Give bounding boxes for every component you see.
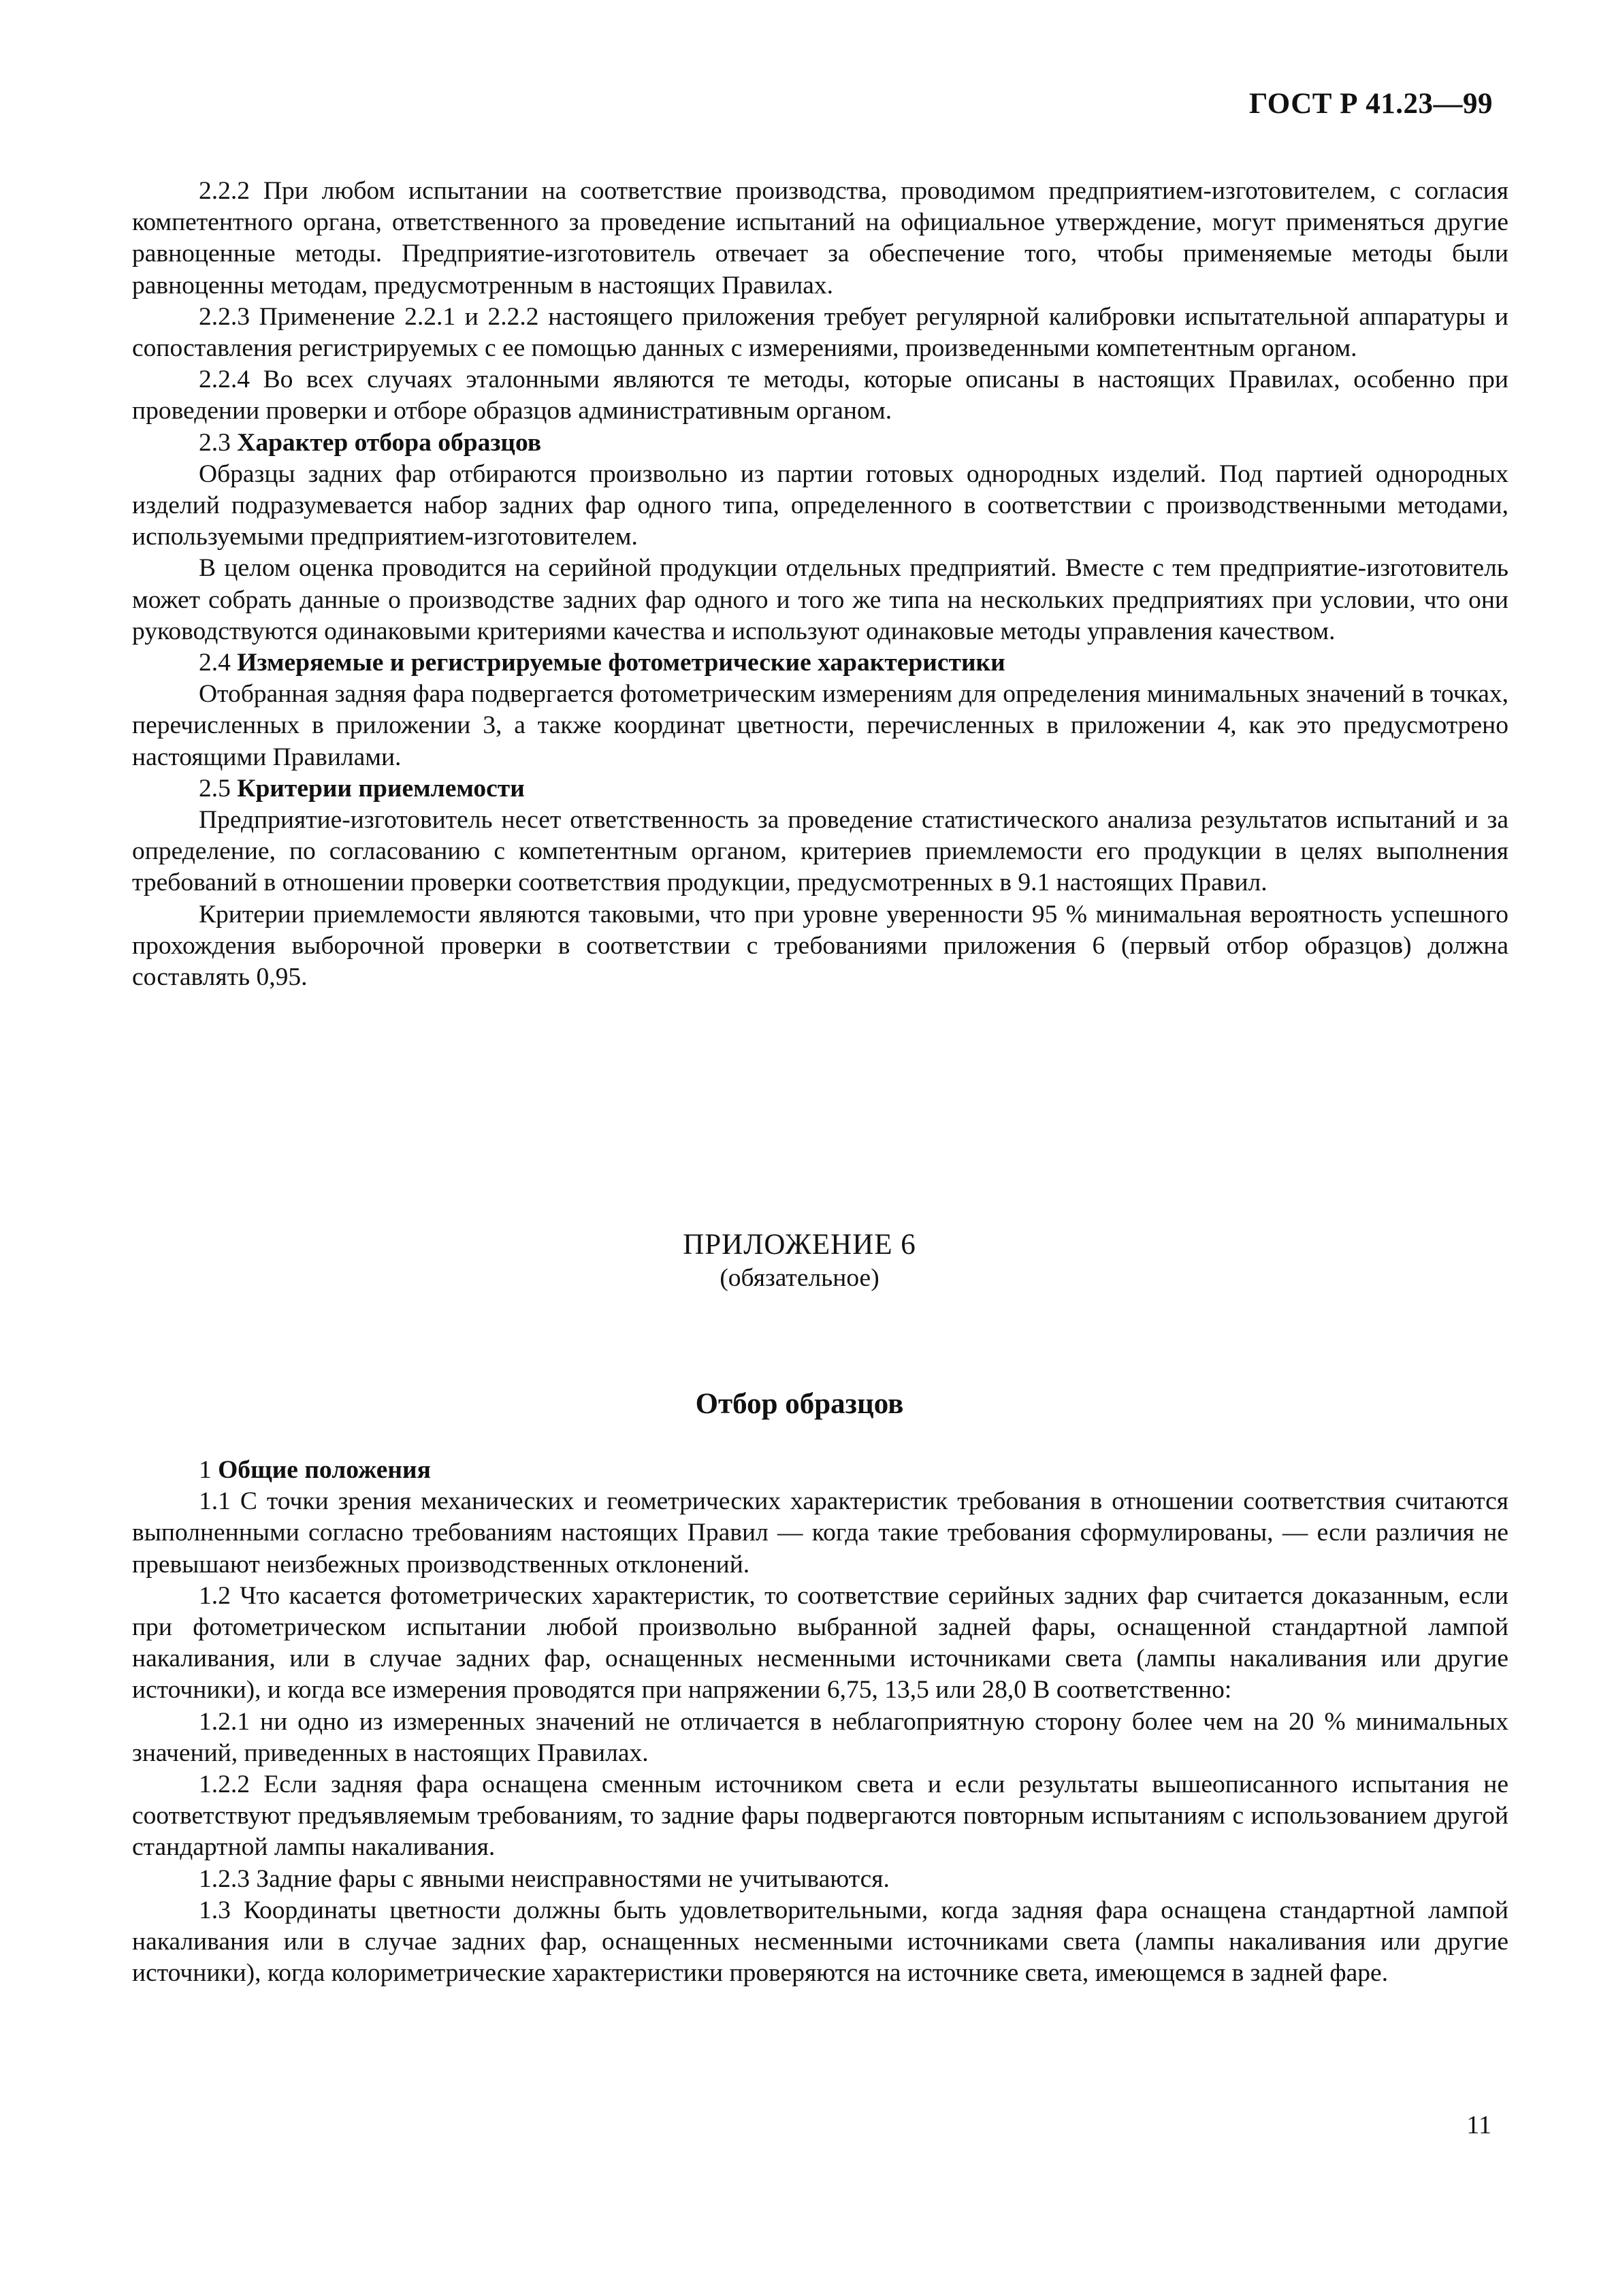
document-code: ГОСТ Р 41.23—99: [1248, 88, 1493, 120]
heading-number: 2.4: [199, 649, 231, 677]
subsection-heading: [132, 647, 1508, 679]
paragraph: Критерии приемлемости являются таковыми, что при уровне уверенности 95 % минимальная вероятность успешного прохождения выборочной проверки в соответствии с требованиями приложения 6 (первый отбор образцов) должна составлять 0,95.: [132, 900, 1508, 992]
heading-title: Общие положения: [218, 1456, 431, 1484]
subsection-heading: [132, 1455, 1508, 1486]
paragraph: 2.2.2 При любом испытании на соответствие производства, проводимом предприятием-изготовителем, с согласия компетентного органа, ответственного за проведение испытаний на официальное утверждение, могут применяться другие равноценные методы. Предприятие-изготовитель отвечает за обеспечение того, чтобы применяемые методы были равноценны методам, предусмотренным в настоящих Правилах.: [132, 177, 1508, 300]
paragraph: 1.2.1 ни одно из измеренных значений не отличается в неблагоприятную сторону более чем на 20 % минимальных значений, приведенных в настоящих Правилах.: [132, 1707, 1508, 1767]
heading-number: 1: [199, 1456, 212, 1484]
heading-number: 2.3: [199, 428, 231, 457]
appendix-status: (обязательное): [720, 1264, 879, 1292]
paragraph: 1.2.2 Если задняя фара оснащена сменным источником света и если результаты вышеописанного испытания не соответствуют предъявляемым требованиям, то задние фары подвергаются повторным испытаниям с использованием другой стандартной лампы накаливания.: [132, 1770, 1508, 1862]
heading-title: Критерии приемлемости: [237, 774, 525, 803]
paragraph: 1.2.3 Задние фары с явными неисправностями не учитываются.: [199, 1864, 890, 1893]
paragraph: В целом оценка проводится на серийной продукции отдельных предприятий. Вместе с тем предприятие-изготовитель может собрать данные о производстве задних фар одного и того же типа на нескольких предприятиях при условии, что они руководствуются одинаковыми критериями качества и используют одинаковые методы управления качеством.: [132, 554, 1508, 645]
page-number: 11: [1466, 2111, 1491, 2139]
heading-title: Характер отбора образцов: [237, 428, 542, 457]
subsection-heading: [132, 773, 1508, 805]
top-text-block: [132, 176, 1508, 993]
paragraph: 1.2 Что касается фотометрических характеристик, то соответствие серийных задних фар считается доказанным, если при фотометрическом испытании любой произвольно выбранной задней фары, оснащенной стандартной лампой накаливания, или в случае задних фар, оснащенных несменными источниками света (лампы накаливания или другие источники), и когда все измерения проводятся при напряжении 6,75, 13,5 или 28,0 В соответственно:: [132, 1581, 1508, 1704]
paragraph: 1.3 Координаты цветности должны быть удовлетворительными, когда задняя фара оснащена стандартной лампой накаливания или в случае задних фар, оснащенных несменными источниками света (лампы накаливания или другие источники), когда колориметрические характеристики проверяются на источнике света, имеющемся в задней фаре.: [132, 1896, 1508, 1988]
heading-title: Измеряемые и регистрируемые фотометрические характеристики: [237, 649, 1005, 677]
paragraph: 2.2.4 Во всех случаях эталонными являются те методы, которые описаны в настоящих Правилах, особенно при проведении проверки и отборе образцов административным органом.: [132, 366, 1508, 425]
paragraph: 2.2.3 Применение 2.2.1 и 2.2.2 настоящего приложения требует регулярной калибровки испытательной аппаратуры и сопоставления регистрируемых с ее помощью данных с измерениями, произведенными компетентным органом.: [132, 302, 1508, 363]
appendix-title: ПРИЛОЖЕНИЕ 6: [683, 1229, 916, 1261]
paragraph: 1.1 С точки зрения механических и геометрических характеристик требования в отношении соответствия считаются выполненными согласно требованиям настоящих Правил — когда такие требования сформулированы, — если различия не превышают неизбежных производственных отклонений.: [132, 1487, 1508, 1579]
bottom-text-block: [132, 1455, 1508, 1989]
subsection-heading: [132, 427, 1508, 459]
heading-number: 2.5: [199, 774, 231, 803]
section-title: Отбор образцов: [695, 1388, 904, 1420]
paragraph: Образцы задних фар отбираются произвольно из партии готовых однородных изделий. Под партией однородных изделий подразумевается набор задних фар одного типа, определенного в соответствии с производственными методами, используемыми предприятием-изготовителем.: [132, 459, 1508, 551]
paragraph: Отобранная задняя фара подвергается фотометрическим измерениям для определения минимальных значений в точках, перечисленных в приложении 3, а также координат цветности, перечисленных в приложении 4, как это предусмотрено настоящими Правилами.: [132, 680, 1508, 771]
paragraph: Предприятие-изготовитель несет ответственность за проведение статистического анализа результатов испытаний и за определение, по согласованию с компетентным органом, критериев приемлемости его продукции в целях выполнения требований в отношении проверки соответствия продукции, предусмотренных в 9.1 настоящих Правил.: [132, 806, 1508, 897]
